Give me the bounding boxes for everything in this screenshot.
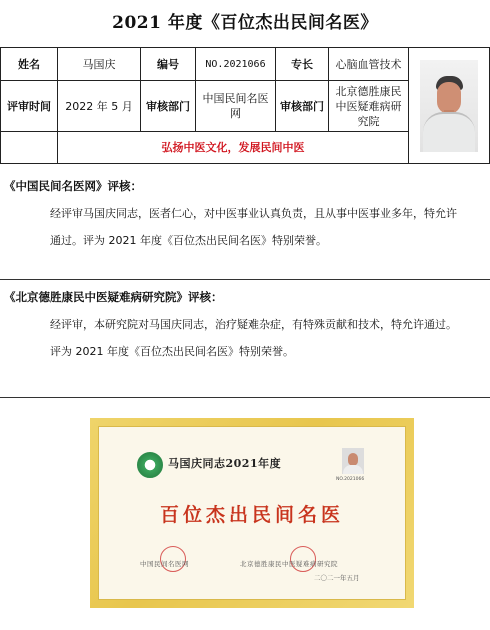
section-body-2 [50, 311, 482, 365]
slogan-spacer [1, 132, 58, 164]
certificate-footer-left: 中国民间名医网 [140, 560, 189, 568]
review-time-label: 评审时间 [1, 81, 58, 132]
certificate-date: 二〇二一年五月 [314, 574, 360, 582]
review-dept-label-1: 审核部门 [141, 81, 196, 132]
emblem-icon [137, 452, 163, 478]
divider-2 [0, 397, 490, 398]
certificate-portrait [342, 448, 364, 474]
certificate-footer-right: 北京德胜康民中医疑难病研究院 [240, 560, 338, 568]
section-1-line-1: 经评审马国庆同志，医者仁心，对中医事业认真负责，且从事中医事业多年，特允许 [50, 207, 457, 220]
certificate-photo-number: NO.2021066 [336, 477, 365, 482]
section-heading-1: 《中国民间名医网》评核： [4, 179, 142, 193]
name-value: 马国庆 [58, 48, 141, 81]
certificate-image [90, 418, 414, 608]
info-table [0, 47, 490, 164]
portrait-cell [409, 48, 490, 164]
review-dept-label-2: 审核部门 [276, 81, 329, 132]
name-label: 姓名 [1, 48, 58, 81]
section-2-line-2: 评为 2021 年度《百位杰出民间名医》特别荣誉。 [50, 345, 294, 358]
certificate-title: 百位杰出民间名医 [159, 504, 344, 526]
review-dept-value-1: 中国民间名医网 [196, 81, 276, 132]
review-time-value: 2022 年 5 月 [58, 81, 141, 132]
section-heading-2: 《北京德胜康民中医疑难病研究院》评核： [4, 290, 223, 304]
certificate-headline: 马国庆同志2021年度 [168, 457, 282, 470]
specialty-value: 心脑血管技术 [329, 48, 409, 81]
specialty-label: 专长 [276, 48, 329, 81]
number-label: 编号 [141, 48, 196, 81]
review-dept-value-2: 北京德胜康民中医疑难病研究院 [329, 81, 409, 132]
number-value: NO.2021066 [196, 48, 276, 81]
section-1-line-2: 通过。评为 2021 年度《百位杰出民间名医》特别荣誉。 [50, 234, 327, 247]
portrait-photo [420, 60, 478, 152]
divider-1 [0, 279, 490, 280]
slogan: 弘扬中医文化，发展民间中医 [58, 132, 409, 164]
section-body-1 [50, 200, 482, 254]
page-title: 2021 年度《百位杰出民间名医》 [112, 13, 378, 33]
section-2-line-1: 经评审，本研究院对马国庆同志，治疗疑难杂症，有特殊贡献和技术，特允许通过。 [50, 318, 457, 331]
